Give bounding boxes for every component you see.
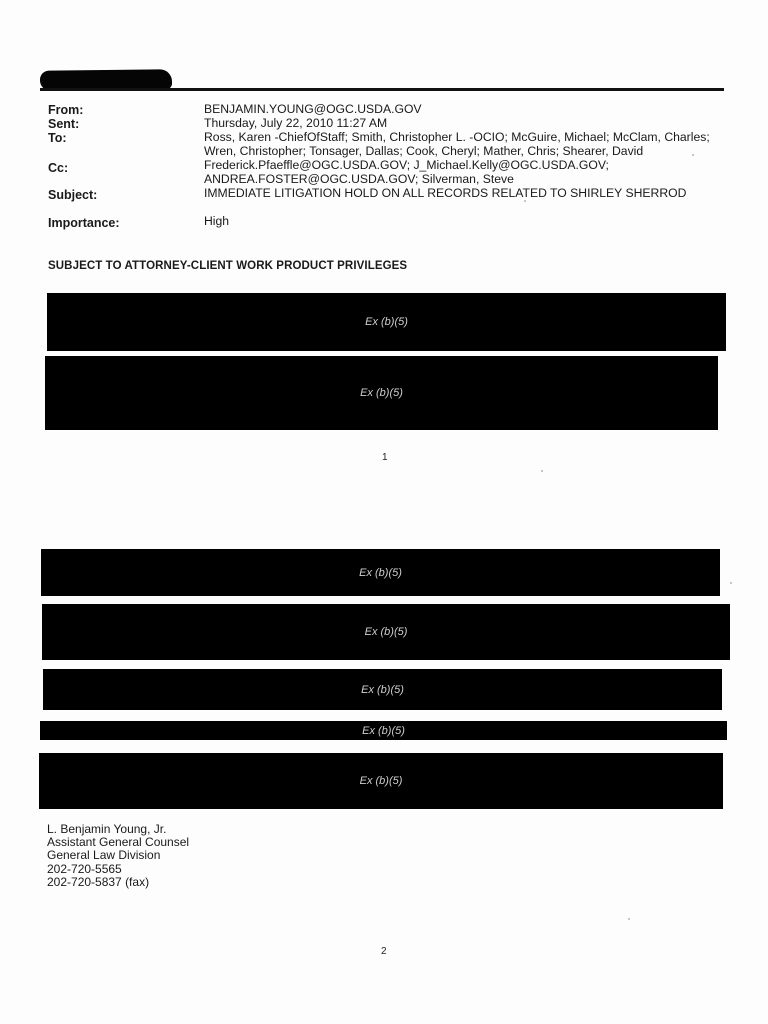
scan-speck [730,582,732,584]
from-label: From: [48,103,84,117]
redaction-bar [47,293,726,351]
redaction-bar [41,549,720,596]
to-line-1: Ross, Karen -ChiefOfStaff; Smith, Christopher L. -OCIO; McGuire, Michael; McClam, Charles; [204,130,710,144]
redaction-bar [40,721,727,740]
scan-speck [628,918,630,920]
redaction-bar [45,356,718,430]
redaction-bar [43,669,722,710]
signature-block [47,823,189,889]
from-value: BENJAMIN.YOUNG@OGC.USDA.GOV [204,102,422,116]
privilege-notice: SUBJECT TO ATTORNEY-CLIENT WORK PRODUCT PRIVILEGES [48,260,408,272]
subject-value: IMMEDIATE LITIGATION HOLD ON ALL RECORDS RELATED TO SHIRLEY SHERROD [204,186,687,200]
redaction-label: Ex (b)(5) [362,724,405,737]
signature-fax: 202-720-5837 (fax) [47,874,150,889]
redaction-label: Ex (b)(5) [361,683,404,696]
page-number-1: 1 [382,452,388,463]
cc-label: Cc: [48,161,69,175]
cc-line-2: ANDREA.FOSTER@OGC.USDA.GOV; Silverman, Steve [204,172,514,186]
sent-value: Thursday, July 22, 2010 11:27 AM [204,116,388,130]
redaction-label: Ex (b)(5) [360,387,403,399]
to-line-2: Wren, Christopher; Tonsager, Dallas; Cook, Cheryl; Mather, Chris; Shearer, David [204,144,644,158]
redaction-label: Ex (b)(5) [365,316,408,328]
header-rule [40,88,724,91]
signature-name: L. Benjamin Young, Jr. [47,822,167,836]
importance-label: Importance: [48,216,120,230]
signature-division: General Law Division [47,848,161,863]
redaction-bar [42,604,730,660]
importance-value: High [204,214,230,228]
sent-label: Sent: [48,117,80,131]
scan-speck [541,470,543,472]
subject-label: Subject: [48,188,98,202]
to-label: To: [48,131,67,145]
scan-speck [692,154,694,156]
page-number-2: 2 [381,946,387,957]
redaction-label: Ex (b)(5) [364,626,408,638]
redaction-label: Ex (b)(5) [359,566,402,579]
redaction-bar [39,753,723,809]
scan-speck [524,200,526,202]
signature-title: Assistant General Counsel [47,835,190,850]
cc-line-1: Frederick.Pfaeffle@OGC.USDA.GOV; J_Michael.Kelly@OGC.USDA.GOV; [204,158,609,172]
redaction-label: Ex (b)(5) [359,775,403,787]
signature-phone: 202-720-5565 [47,861,122,876]
